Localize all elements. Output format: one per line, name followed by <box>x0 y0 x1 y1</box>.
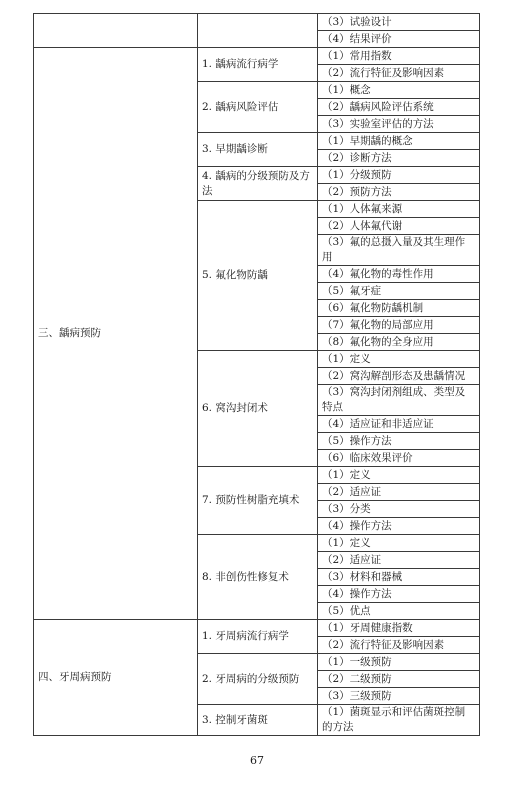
content-item: （2）二级预防 <box>318 671 480 688</box>
content-item: （1）定义 <box>318 467 480 484</box>
unit-title: 1. 牙周病流行病学 <box>198 620 318 654</box>
content-item: （4）氟化物的毒性作用 <box>318 266 480 283</box>
content-item: （2）龋病风险评估系统 <box>318 99 480 116</box>
table-row <box>34 620 480 637</box>
content-item: （2）适应证 <box>318 484 480 501</box>
content-item: （3）三级预防 <box>318 688 480 705</box>
content-item: （2）窝沟解剖形态及患龋情况 <box>318 368 480 385</box>
content-item: （4）适应证和非适应证 <box>318 416 480 433</box>
unit-title: 1. 龋病流行病学 <box>198 48 318 82</box>
unit-title: 2. 牙周病的分级预防 <box>198 654 318 705</box>
page-number: 67 <box>250 754 264 767</box>
content-item: （1）常用指数 <box>318 48 480 65</box>
content-item: （1）早期龋的概念 <box>318 133 480 150</box>
content-item: （4）操作方法 <box>318 518 480 535</box>
unit-title: 3. 早期龋诊断 <box>198 133 318 167</box>
content-item: （3）材料和器械 <box>318 569 480 586</box>
content-item: （1）定义 <box>318 351 480 368</box>
content-item: （2）诊断方法 <box>318 150 480 167</box>
section-title: 四、牙周病预防 <box>34 620 198 736</box>
content-item: （3）分类 <box>318 501 480 518</box>
unit-title: 5. 氟化物防龋 <box>198 201 318 351</box>
section-title <box>34 14 198 48</box>
content-item: （3）实验室评估的方法 <box>318 116 480 133</box>
content-item: （6）临床效果评价 <box>318 450 480 467</box>
content-item: （2）流行特征及影响因素 <box>318 637 480 654</box>
content-item: （3）试验设计 <box>318 14 480 31</box>
content-item: （2）适应证 <box>318 552 480 569</box>
content-item: （4）操作方法 <box>318 586 480 603</box>
content-item: （3）氟的总摄入量及其生理作用 <box>318 235 480 266</box>
content-item: （1）人体氟来源 <box>318 201 480 218</box>
unit-title: 3. 控制牙菌斑 <box>198 705 318 736</box>
unit-title: 4. 龋病的分级预防及方法 <box>198 167 318 201</box>
syllabus-table-body <box>34 14 480 736</box>
unit-title: 6. 窝沟封闭术 <box>198 351 318 467</box>
content-item: （1）一级预防 <box>318 654 480 671</box>
syllabus-table <box>33 13 480 736</box>
content-item: （5）操作方法 <box>318 433 480 450</box>
table-row <box>34 14 480 31</box>
content-item: （1）定义 <box>318 535 480 552</box>
unit-title: 8. 非创伤性修复术 <box>198 535 318 620</box>
content-item: （2）人体氟代谢 <box>318 218 480 235</box>
content-item: （8）氟化物的全身应用 <box>318 334 480 351</box>
content-item: （1）菌斑显示和评估菌斑控制的方法 <box>318 705 480 736</box>
content-item: （1）概念 <box>318 82 480 99</box>
content-item: （4）结果评价 <box>318 31 480 48</box>
content-item: （6）氟化物防龋机制 <box>318 300 480 317</box>
content-item: （2）预防方法 <box>318 184 480 201</box>
section-title: 三、龋病预防 <box>34 48 198 620</box>
content-item: （1）牙周健康指数 <box>318 620 480 637</box>
unit-title: 2. 龋病风险评估 <box>198 82 318 133</box>
content-item: （2）流行特征及影响因素 <box>318 65 480 82</box>
unit-title: 7. 预防性树脂充填术 <box>198 467 318 535</box>
content-item: （5）优点 <box>318 603 480 620</box>
table-row <box>34 48 480 65</box>
content-item: （3）窝沟封闭剂组成、类型及特点 <box>318 385 480 416</box>
content-item: （7）氟化物的局部应用 <box>318 317 480 334</box>
unit-title <box>198 14 318 48</box>
content-item: （1）分级预防 <box>318 167 480 184</box>
content-item: （5）氟牙症 <box>318 283 480 300</box>
